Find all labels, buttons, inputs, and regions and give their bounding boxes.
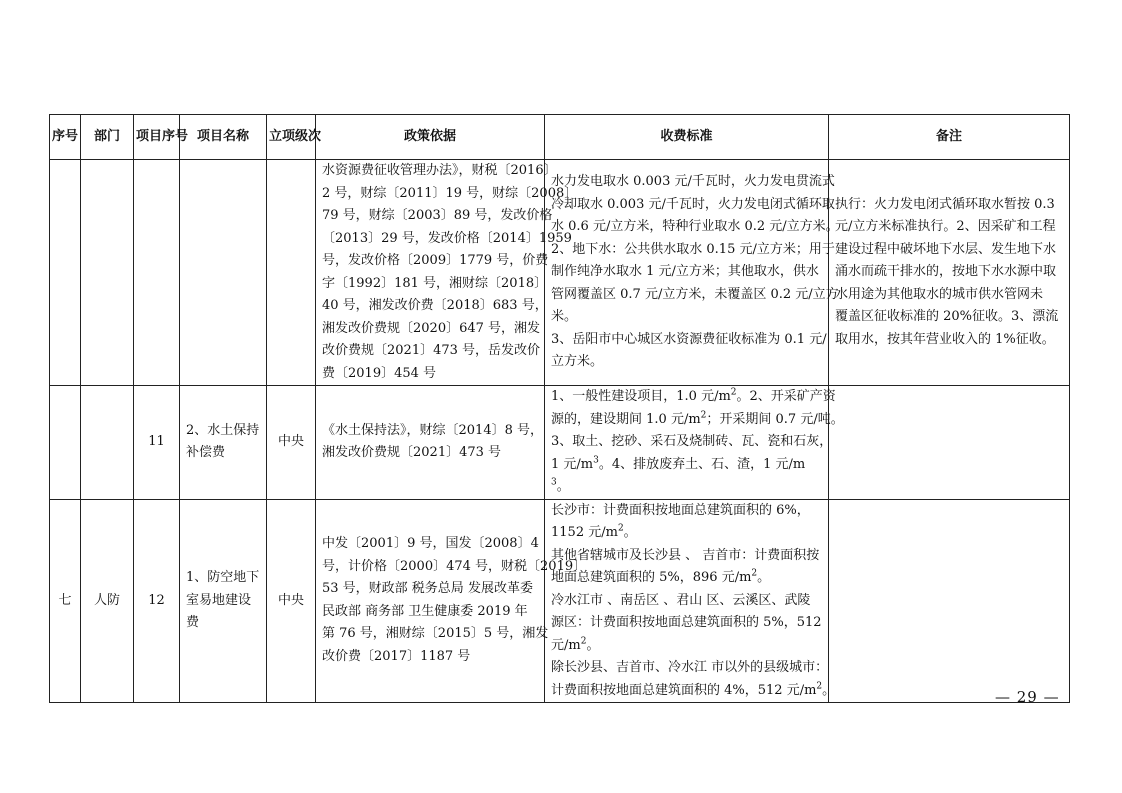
cell-item-name xyxy=(180,499,267,703)
superscript: 2 xyxy=(751,568,758,579)
text-line: 制作纯净水取水 1 元/立方米；其他取水，供水 xyxy=(551,264,819,280)
text-run: 。2、开采矿产资 xyxy=(736,389,836,404)
cell-level: 中央 xyxy=(267,499,316,703)
header-policy: 政策依据 xyxy=(316,115,545,160)
text-run: 源区：计费面积按地面总建筑面积的 5%，512 xyxy=(551,615,822,630)
text-line xyxy=(551,431,833,454)
text-run: 。4、排放废弃土、石、渣，1 元/m xyxy=(598,456,806,472)
superscript: 2 xyxy=(580,636,587,647)
text-run: ；开采期间 0.7 元/吨。 xyxy=(706,411,844,427)
page-number: — 29 — xyxy=(995,688,1060,706)
text-line xyxy=(551,635,822,658)
text-line xyxy=(551,657,829,680)
text-line xyxy=(551,409,844,432)
text-run: 1、一般性建设项目，1.0 元/m xyxy=(551,389,731,404)
text-line: 2、水土保持 xyxy=(186,422,260,438)
header-standard: 收费标准 xyxy=(545,115,829,160)
text-line: 室易地建设 xyxy=(186,592,252,608)
text-line: 53 号，财政部 税务总局 发展改革委 xyxy=(322,581,533,597)
cell-item-seq: 11 xyxy=(134,386,180,500)
text-line: 2 号，财综〔2011〕19 号，财综〔2008〕 xyxy=(322,185,578,201)
text-line: 水 0.6 元/立方米，特种行业取水 0.2 元/立方米。 xyxy=(551,219,839,235)
header-row xyxy=(50,115,1070,160)
text-run: 冷水江市 、南岳区 、君山 区、云溪区、武陵 xyxy=(551,592,811,608)
text-line: 执行：火力发电闭式循环取水暂按 0.3 xyxy=(835,196,1055,212)
header-item-name: 项目名称 xyxy=(180,115,267,160)
header-item-seq-text: 项目序号 xyxy=(136,129,189,144)
text-line xyxy=(551,612,822,635)
table-row-civil-defense-fee xyxy=(50,499,1070,703)
superscript: 2 xyxy=(730,387,737,398)
superscript: 2 xyxy=(816,681,823,692)
cell-seq xyxy=(50,386,81,500)
text-line xyxy=(551,680,836,703)
cell-standard xyxy=(545,160,839,386)
text-line: 补偿费 xyxy=(186,445,226,461)
text-run: 地面总建筑面积的 5%，896 元/m xyxy=(551,570,752,585)
text-line: 管网覆盖区 0.7 元/立方米，未覆盖区 0.2 元/立方 xyxy=(551,286,839,302)
header-notes: 备注 xyxy=(829,115,1070,160)
text-run: 3、取土、挖砂、采石及烧制砖、瓦、瓷和石灰， xyxy=(551,434,833,449)
text-run: 。 xyxy=(623,525,637,540)
cell-notes xyxy=(829,386,1070,500)
fee-table xyxy=(49,114,1070,703)
text-line xyxy=(551,522,822,545)
table-row-soil-fee xyxy=(50,386,1070,500)
header-seq-text: 序号 xyxy=(52,129,79,144)
cell-dept xyxy=(81,386,134,500)
cell-level: 中央 xyxy=(267,386,316,500)
text-run: 元/m xyxy=(551,637,581,653)
cell-item-seq: 12 xyxy=(134,499,180,703)
text-line: 建设过程中破坏地下水层、发生地下水 xyxy=(835,241,1057,257)
superscript: 3 xyxy=(593,455,599,466)
cell-dept xyxy=(81,160,134,386)
cell-item-name xyxy=(180,160,267,386)
text-line: 水用途为其他取水的城市供水管网未 xyxy=(835,286,1044,302)
text-line: 费 xyxy=(186,615,200,630)
text-run: 1 元/m xyxy=(551,456,594,472)
cell-notes xyxy=(829,160,1070,386)
text-line: 覆盖区征收标准的 20%征收。3、漂流 xyxy=(835,309,1059,325)
text-run: 。 xyxy=(556,479,570,494)
header-seq xyxy=(50,115,81,160)
superscript: 2 xyxy=(617,523,624,534)
text-line xyxy=(551,500,822,523)
text-line xyxy=(551,386,836,409)
text-line xyxy=(551,454,822,477)
text-run: 计费面积按地面总建筑面积的 4%，512 元/m xyxy=(551,682,817,698)
cell-seq xyxy=(50,160,81,386)
cell-level xyxy=(267,160,316,386)
text-line: 水力发电取水 0.003 元/千瓦时，火力发电贯流式 xyxy=(551,174,835,190)
text-line: 涌水而疏干排水的，按地下水水源中取 xyxy=(835,264,1057,280)
cell-item-name xyxy=(180,386,267,500)
text-line: 字〔1992〕181 号，湘财综〔2018〕 xyxy=(322,275,548,291)
superscript: 3 xyxy=(551,477,557,488)
header-dept: 部门 xyxy=(81,115,134,160)
text-run: 。 xyxy=(822,682,836,698)
header-level-text: 立项级次 xyxy=(269,129,322,144)
text-line: 3、岳阳市中心城区水资源费征收标准为 0.1 元/ xyxy=(551,331,827,347)
text-line: 立方米。 xyxy=(551,354,604,370)
text-line: 2、地下水：公共供水取水 0.15 元/立方米；用于 xyxy=(551,241,835,257)
text-line: 1、防空地下 xyxy=(186,570,260,585)
text-line: 中发〔2001〕9 号，国发〔2008〕4 xyxy=(322,536,539,552)
cell-notes xyxy=(829,499,1070,703)
text-line: 水资源费征收管理办法》，财税〔2016〕 xyxy=(322,163,557,178)
text-line: 79 号，财综〔2003〕89 号，发改价格 xyxy=(322,208,553,223)
text-run: 1152 元/m xyxy=(551,525,618,540)
text-line: 湘发改价费规〔2021〕473 号 xyxy=(322,445,502,461)
header-level xyxy=(267,115,322,160)
text-line: 冷却取水 0.003 元/千瓦时，火力发电闭式循环取 xyxy=(551,196,835,212)
text-run: 。 xyxy=(586,637,600,653)
text-line: 改价费规〔2021〕473 号，岳发改价 xyxy=(322,343,541,358)
cell-standard xyxy=(545,499,836,703)
text-line: 湘发改价费规〔2020〕647 号，湘发 xyxy=(322,320,541,336)
text-run: 源的，建设期间 1.0 元/m xyxy=(551,411,701,427)
text-line: 号，发改价格〔2009〕1779 号，价费 xyxy=(322,253,549,268)
text-line: 40 号，湘发改价费〔2018〕683 号， xyxy=(322,298,548,313)
text-line: 《水土保持法》，财综〔2014〕8 号， xyxy=(322,422,543,438)
header-item-seq xyxy=(134,115,189,160)
superscript: 2 xyxy=(700,410,707,421)
text-run: 。 xyxy=(757,570,771,585)
cell-seq: 七 xyxy=(50,499,81,703)
text-line xyxy=(551,567,822,590)
text-line xyxy=(551,476,822,499)
text-run: 其他省辖城市及长沙县 、 吉首市：计费面积按 xyxy=(551,547,820,563)
cell-dept: 人防 xyxy=(81,499,134,703)
cell-policy xyxy=(316,386,545,500)
text-line: 改价费〔2017〕1187 号 xyxy=(322,648,471,664)
text-line: 〔2013〕29 号，发改价格〔2014〕1959 xyxy=(322,230,572,246)
table-row-water-fee xyxy=(50,160,1070,386)
text-line xyxy=(551,545,822,568)
cell-standard xyxy=(545,386,844,500)
text-line: 号，计价格〔2000〕474 号，财税〔2019〕 xyxy=(322,558,587,574)
text-line: 米。 xyxy=(551,309,578,325)
text-line xyxy=(551,590,822,613)
text-run: 长沙市：计费面积按地面总建筑面积的 6%， xyxy=(551,502,810,518)
text-line: 第 76 号，湘财综〔2015〕5 号，湘发 xyxy=(322,626,549,642)
cell-item-seq xyxy=(134,160,180,386)
text-line: 费〔2019〕454 号 xyxy=(322,365,437,381)
text-line: 元/立方米标准执行。2、因采矿和工程 xyxy=(835,219,1056,235)
text-line: 取用水，按其年营业收入的 1%征收。 xyxy=(835,331,1055,347)
text-line: 民政部 商务部 卫生健康委 2019 年 xyxy=(322,603,528,619)
text-run: 除长沙县、吉首市、冷水江 市以外的县级城市： xyxy=(551,660,829,675)
